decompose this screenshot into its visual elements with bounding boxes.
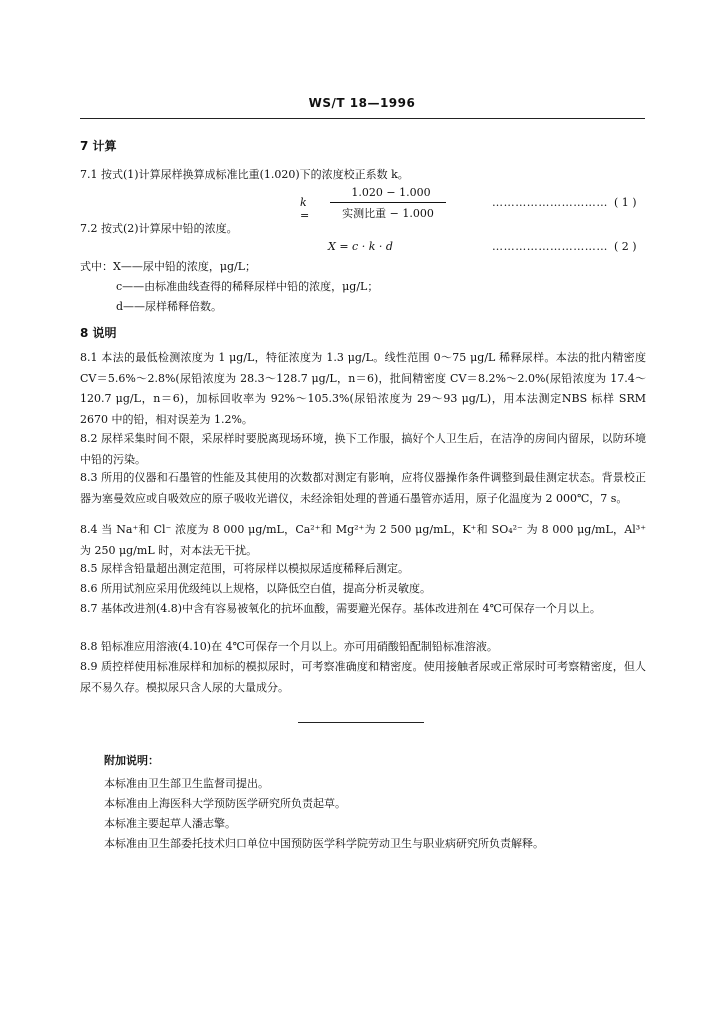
section-8-heading: 8 说明: [80, 326, 117, 340]
formula-1-denominator: 实测比重 − 1.000: [342, 207, 434, 220]
notes-line-4: 本标准由卫生部委托技术归口单位中国预防医学科学院劳动卫生与职业病研究所负责解释。: [104, 837, 544, 850]
where-d: d——尿样稀释倍数。: [116, 300, 223, 313]
para-8-8: 8.8 铅标准应用溶液(4.10)在 4℃可保存一个月以上。亦可用硝酸铅配制铅标准溶液。: [80, 640, 498, 653]
page-header: WS/T 18—1996: [308, 96, 416, 110]
formula-1-leader: …………………………: [492, 196, 608, 209]
para-8-1: 8.1 本法的最低检测浓度为 1 μg/L，特征浓度为 1.3 μg/L。线性范围 0～75 μg/L 稀释尿样。本法的批内精密度 CV＝5.6%～2.8%(尿铅浓度为 28.3～128.7 μg/L，n＝6)，批间精密度 CV＝8.2%～2.0%(尿铅浓度为 17.4～120.7 μg/L，n＝6)，加标回收率为 92%～105.3%(尿铅浓度为 29～93 μg/L)，用本法测定NBS 标样 SRM 2670 中的铅，相对误差为 1.2%。: [80, 351, 646, 426]
notes-line-1: 本标准由卫生部卫生监督司提出。: [104, 777, 269, 790]
formula-2-leader: …………………………: [492, 240, 608, 253]
item-7-2: 7.2 按式(2)计算尿中铅的浓度。: [80, 222, 238, 235]
para-8-4: 8.4 当 Na⁺和 Cl⁻ 浓度为 8 000 μg/mL，Ca²⁺和 Mg²⁺为 2 500 μg/mL，K⁺和 SO₄²⁻ 为 8 000 μg/mL，Al³⁺为 250 μg/mL 时，对本法无干扰。: [80, 523, 646, 557]
item-7-1: 7.1 按式(1)计算尿样换算成标准比重(1.020)下的浓度校正系数 k。: [80, 168, 409, 181]
formula-1-lhs: k =: [300, 196, 310, 222]
notes-line-3: 本标准主要起草人潘志擎。: [104, 817, 236, 830]
para-8-9: 8.9 质控样使用标准尿样和加标的模拟尿时，可考察准确度和精密度。使用接触者尿或正常尿时可考察精密度，但人尿不易久存。模拟尿只含人尿的大量成分。: [80, 660, 646, 694]
fraction-bar: [330, 202, 446, 203]
para-8-6: 8.6 所用试剂应采用优级纯以上规格，以降低空白值，提高分析灵敏度。: [80, 582, 431, 595]
where-x: 式中：X——尿中铅的浓度，μg/L；: [80, 260, 257, 273]
formula-1-numerator: 1.020 − 1.000: [351, 186, 431, 199]
end-rule: [298, 722, 424, 723]
para-8-5: 8.5 尿样含铅量超出测定范围，可将尿样以模拟尿适度稀释后测定。: [80, 562, 409, 575]
para-8-3: 8.3 所用的仪器和石墨管的性能及其使用的次数都对测定有影响，应将仪器操作条件调整到最佳测定状态。背景校正器为塞曼效应或自吸效应的原子吸收光谱仪，未经涂钼处理的普通石墨管亦适用，原子化温度为 2 000℃，7 s。: [80, 471, 646, 505]
notes-line-2: 本标准由上海医科大学预防医学研究所负责起草。: [104, 797, 346, 810]
notes-heading: 附加说明：: [104, 754, 159, 767]
formula-2: X = c · k · d: [328, 240, 393, 253]
section-7-heading: 7 计算: [80, 139, 117, 153]
para-8-7: 8.7 基体改进剂(4.8)中含有容易被氧化的抗坏血酸，需要避光保存。基体改进剂在 4℃可保存一个月以上。: [80, 602, 601, 615]
para-8-2: 8.2 尿样采集时间不限，采尿样时要脱离现场环境，换下工作服，搞好个人卫生后，在洁净的房间内留尿，以防环境中铅的污染。: [80, 432, 646, 466]
where-c: c——由标准曲线查得的稀释尿样中铅的浓度，μg/L；: [116, 280, 379, 293]
header-rule: [80, 118, 645, 119]
formula-1-number: ( 1 ): [614, 196, 637, 209]
formula-2-number: ( 2 ): [614, 240, 637, 253]
